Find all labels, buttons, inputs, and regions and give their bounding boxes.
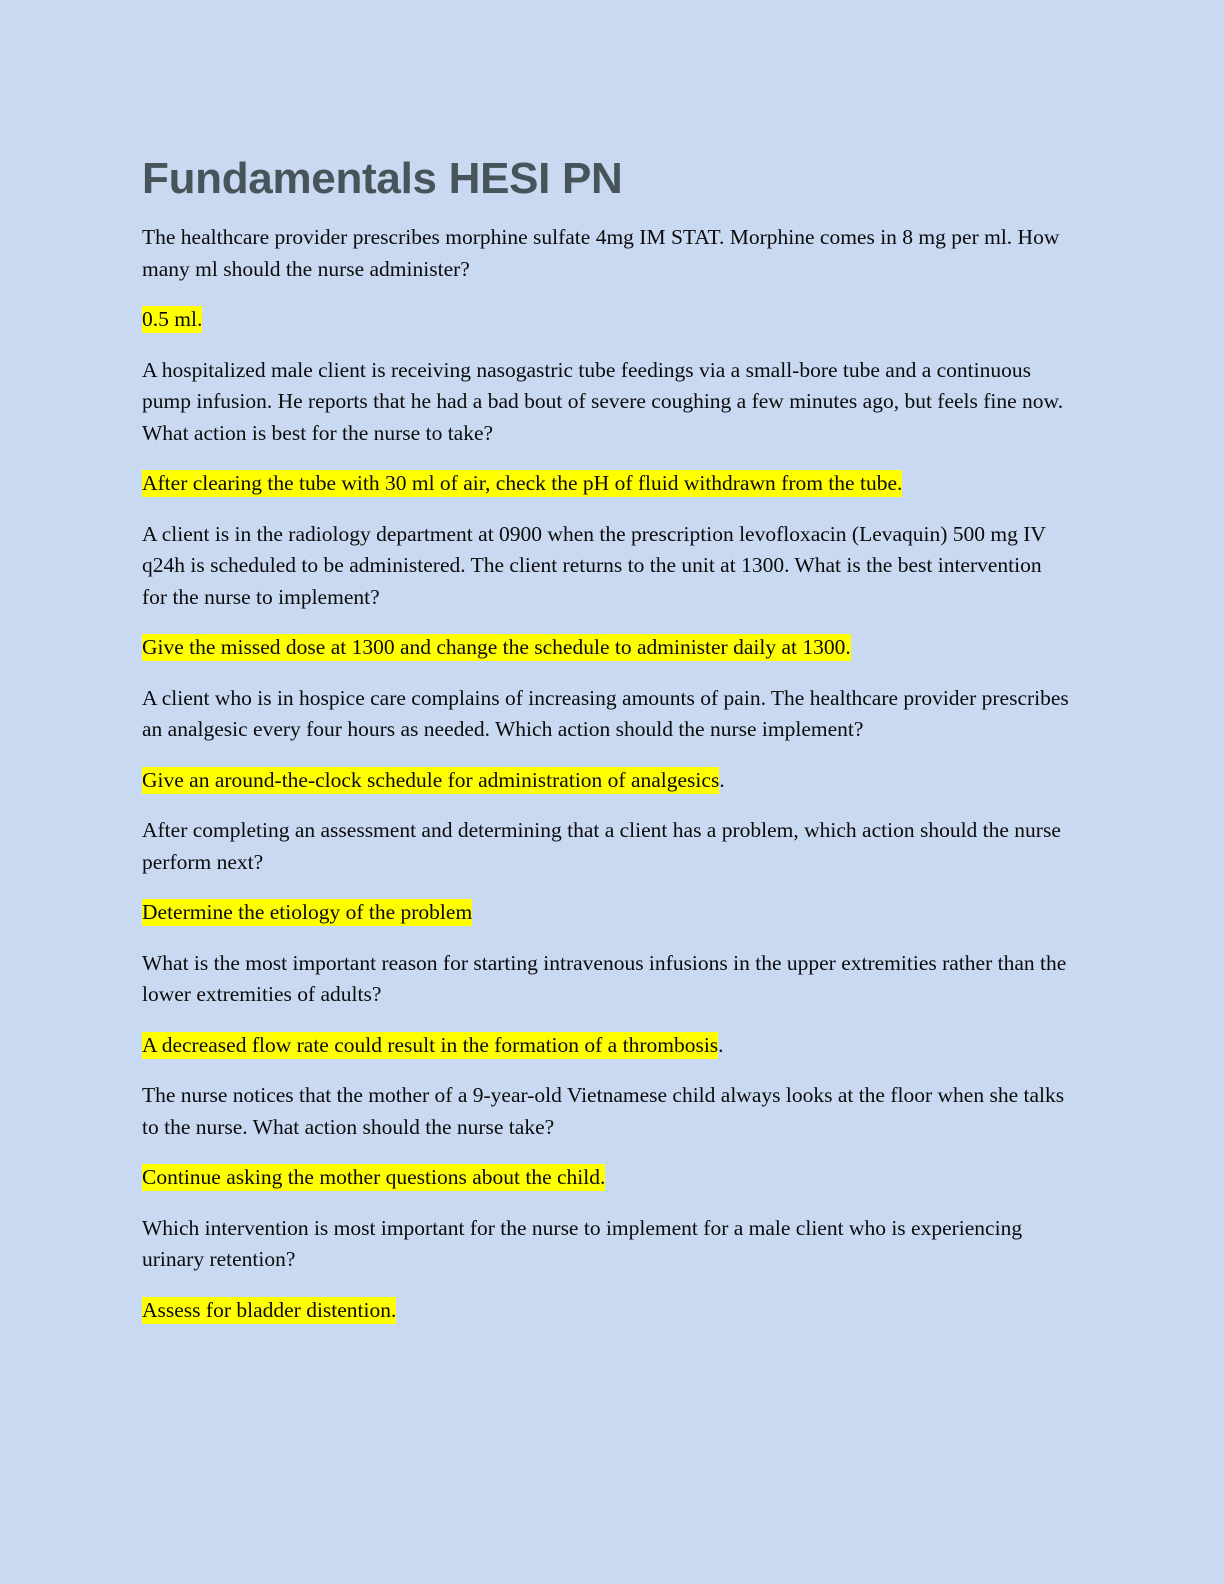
- question-text: A client who is in hospice care complains of increasing amounts of pain. The healthcare provider prescribes an analgesic every four hours as needed. Which action should the nurse implement?: [142, 685, 1069, 741]
- answer-highlight: Give the missed dose at 1300 and change the schedule to administer daily at 1300.: [142, 635, 851, 659]
- question-text: Which intervention is most important for the nurse to implement for a male client who is experiencing urinary retention?: [142, 1215, 1023, 1271]
- qa-item: [142, 519, 1072, 664]
- qa-item: [142, 222, 1072, 336]
- answer-highlight: Assess for bladder distention.: [142, 1297, 397, 1322]
- question-text: The nurse notices that the mother of a 9-year-old Vietnamese child always looks at the floor when she talks to the nurse. What action should the nurse take?: [142, 1083, 1065, 1139]
- answer-text: [142, 468, 1072, 500]
- qa-item: [142, 355, 1072, 500]
- question-text: What is the most important reason for starting intravenous infusions in the upper extremities rather than the lower extremities of adults?: [142, 950, 1067, 1006]
- answer-highlight: Determine the etiology of the problem: [142, 900, 473, 924]
- answer-highlight: Give an around-the-clock schedule for administration of analgesics: [142, 767, 720, 792]
- answer-text: [142, 897, 1072, 929]
- qa-item: [142, 815, 1072, 929]
- answer-text: [142, 304, 1072, 336]
- answer-highlight: A decreased flow rate could result in the formation of a thrombosis: [142, 1032, 719, 1057]
- answer-text: [142, 1295, 1072, 1327]
- qa-item: [142, 948, 1072, 1062]
- answer-tail: .: [719, 767, 725, 792]
- answer-highlight: 0.5 ml.: [142, 307, 203, 331]
- qa-item: [142, 1213, 1072, 1327]
- page-title: Fundamentals HESI PN: [142, 154, 623, 203]
- document-content: [142, 150, 1072, 1345]
- question-text: A hospitalized male client is receiving nasogastric tube feedings via a small-bore tube and a continuous pump infusion. He reports that he had a bad bout of severe coughing a few minutes ago, but feels fine now. What action is best for the nurse to take?: [142, 357, 1064, 445]
- answer-highlight: After clearing the tube with 30 ml of air, check the pH of fluid withdrawn from the tube.: [142, 471, 903, 495]
- answer-text: [142, 632, 1072, 664]
- question-text: The healthcare provider prescribes morphine sulfate 4mg IM STAT. Morphine comes in 8 mg per ml. How many ml should the nurse administer?: [142, 225, 1060, 281]
- qa-item: [142, 1080, 1072, 1194]
- answer-text: [142, 765, 1072, 797]
- answer-tail: .: [718, 1032, 724, 1057]
- question-text: A client is in the radiology department at 0900 when the prescription levofloxacin (Levaquin) 500 mg IV q24h is scheduled to be administered. The client returns to the unit at 1300. What is the best intervention for the nurse to implement?: [142, 521, 1046, 609]
- answer-highlight: Continue asking the mother questions about the child.: [142, 1165, 606, 1189]
- answer-text: [142, 1030, 1072, 1062]
- qa-item: [142, 683, 1072, 797]
- question-text: After completing an assessment and determining that a client has a problem, which action should the nurse perform next?: [142, 818, 1061, 874]
- answer-text: [142, 1162, 1072, 1194]
